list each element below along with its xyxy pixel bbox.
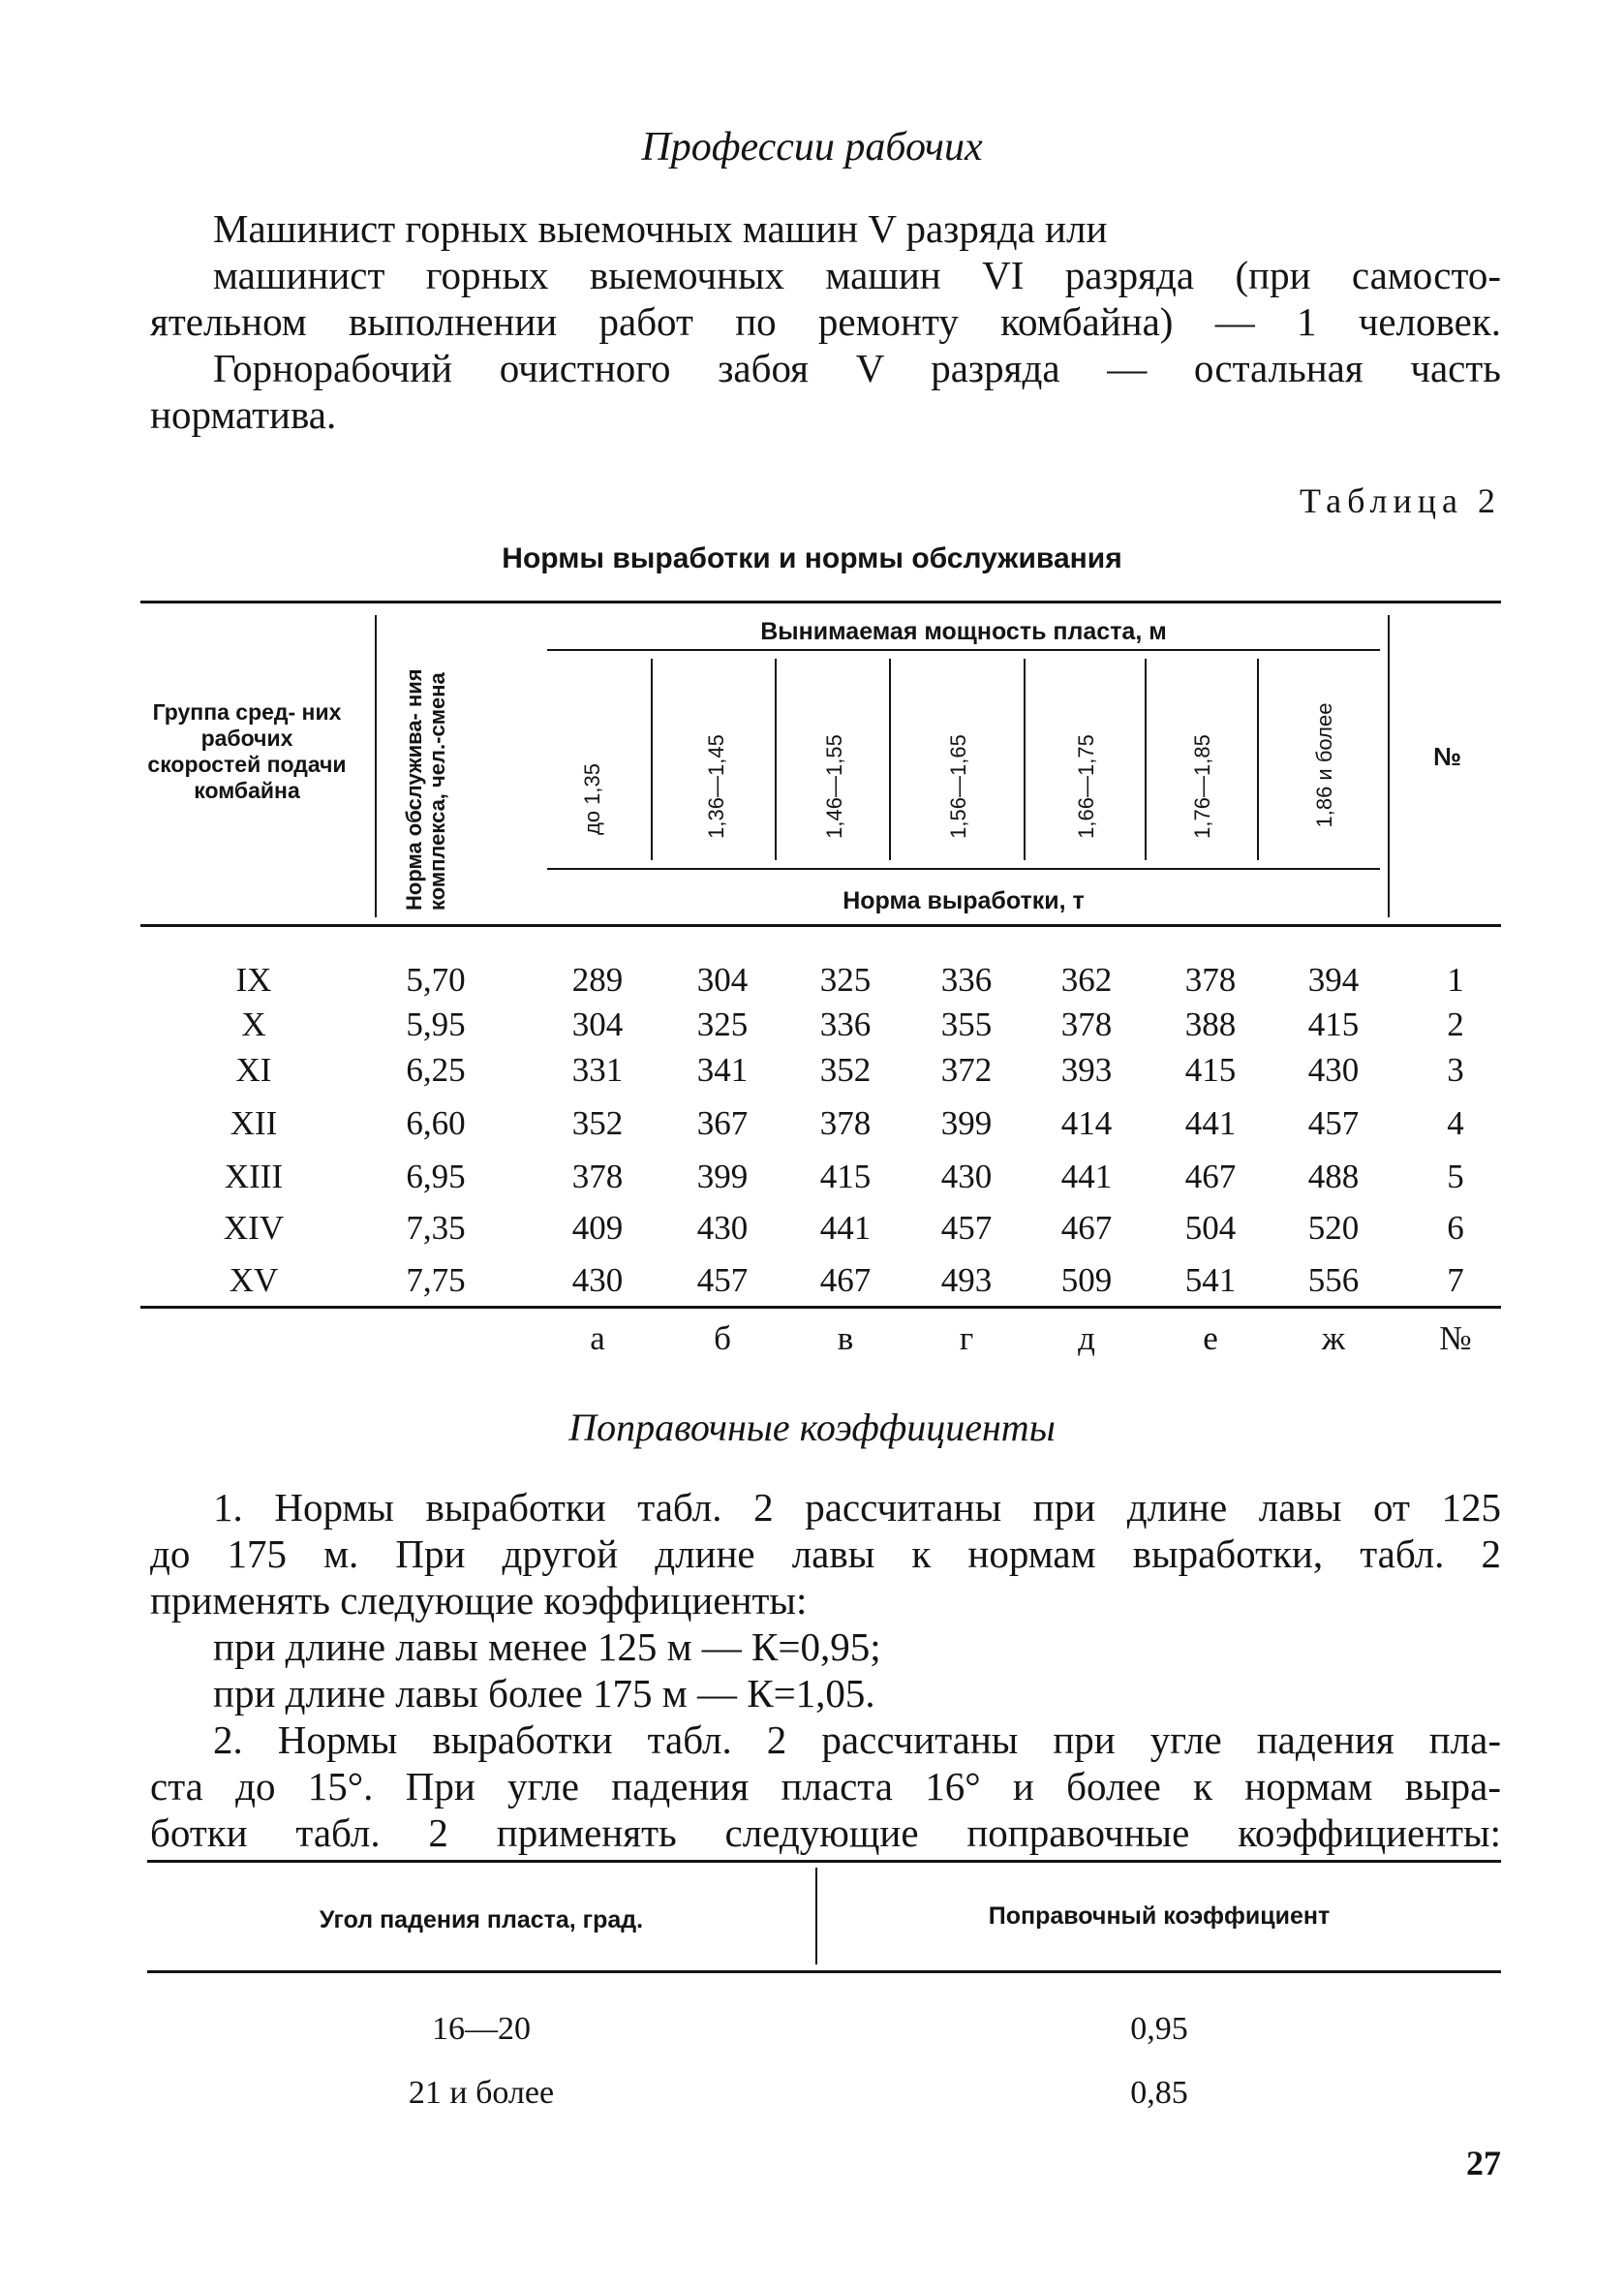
cell-num: 4 <box>1447 1104 1464 1142</box>
table3-angle: 16—20 <box>432 2011 531 2047</box>
cell-norma: 6,95 <box>406 1158 466 1195</box>
cell-norma: 5,95 <box>406 1005 466 1043</box>
cell-value: 415 <box>1184 1051 1237 1089</box>
cell-value: 520 <box>1307 1209 1360 1247</box>
cell-value: 393 <box>1060 1051 1113 1089</box>
cell-group: XI <box>235 1051 272 1089</box>
col-divider <box>1257 659 1259 860</box>
cell-value: 441 <box>819 1209 872 1247</box>
paragraph-line: Горнорабочий очистного забоя V разряда — остальная часть <box>213 346 1501 390</box>
cell-value: 378 <box>819 1104 872 1142</box>
cell-value: 367 <box>696 1104 749 1142</box>
cell-value: 325 <box>819 961 872 999</box>
cell-value: 457 <box>1307 1104 1360 1142</box>
cell-norma: 6,60 <box>406 1104 466 1142</box>
table3-header-rule <box>147 1970 1501 1973</box>
cell-value: 399 <box>696 1158 749 1195</box>
header-norma-service: Норма обслужива- ния комплекса, чел.-смена <box>402 668 449 911</box>
table-bottom-rule <box>140 1306 1501 1309</box>
cell-value: 415 <box>819 1158 872 1195</box>
thickness-col-header: 1,46—1,55 <box>822 734 846 839</box>
cell-value: 352 <box>571 1104 624 1142</box>
thickness-col-header: до 1,35 <box>580 762 604 836</box>
page-number: 27 <box>1466 2144 1501 2182</box>
cell-value: 509 <box>1060 1261 1113 1299</box>
table3-coef: 0,95 <box>1130 2011 1188 2047</box>
section-title-professions: Профессии рабочих <box>641 125 983 170</box>
cell-value: 457 <box>940 1209 993 1247</box>
cell-norma: 7,75 <box>406 1261 466 1299</box>
col-letter: б <box>714 1319 731 1357</box>
table3-angle: 21 и более <box>408 2075 555 2111</box>
header-num: № <box>1433 742 1461 771</box>
header-group-speed: Группа сред- них рабочих скоростей подачи комбайна <box>147 699 347 803</box>
cell-value: 378 <box>571 1158 624 1195</box>
table3-top-rule <box>147 1860 1501 1863</box>
cell-value: 541 <box>1184 1261 1237 1299</box>
cell-value: 467 <box>819 1261 872 1299</box>
cell-value: 467 <box>1184 1158 1237 1195</box>
cell-value: 504 <box>1184 1209 1237 1247</box>
section-title-corrections: Поправочные коэффициенты <box>568 1406 1056 1449</box>
paragraph-line: машинист горных выемочных машин VI разряда (при самосто- <box>213 253 1501 297</box>
cell-value: 493 <box>940 1261 993 1299</box>
thickness-col-header: 1,56—1,65 <box>946 734 970 839</box>
cell-value: 467 <box>1060 1209 1113 1247</box>
cell-group: XII <box>230 1104 278 1142</box>
col-letter: ж <box>1321 1319 1346 1357</box>
cell-value: 341 <box>696 1051 749 1089</box>
cell-value: 378 <box>1184 961 1237 999</box>
table3-header-coef: Поправочный коэффициент <box>988 1902 1331 1930</box>
cell-num: 7 <box>1447 1261 1464 1299</box>
table-header-rule <box>140 924 1501 927</box>
cell-num: 1 <box>1447 961 1464 999</box>
cell-value: 394 <box>1307 961 1360 999</box>
cell-value: 441 <box>1184 1104 1237 1142</box>
cell-value: 304 <box>696 961 749 999</box>
cell-value: 355 <box>940 1005 993 1043</box>
paragraph-line: до 175 м. При другой длине лавы к нормам выработки, табл. 2 <box>150 1531 1501 1576</box>
cell-value: 388 <box>1184 1005 1237 1043</box>
paragraph-line: при длине лавы менее 125 м — К=0,95; <box>213 1624 881 1669</box>
thickness-header-rule <box>547 649 1380 651</box>
cell-value: 378 <box>1060 1005 1113 1043</box>
table-top-rule <box>140 601 1501 603</box>
paragraph-line: применять следующие коэффициенты: <box>150 1578 808 1623</box>
cell-value: 336 <box>819 1005 872 1043</box>
thickness-col-header: 1,66—1,75 <box>1074 734 1098 839</box>
cell-group: XIII <box>224 1158 284 1195</box>
cell-value: 409 <box>571 1209 624 1247</box>
cell-value: 488 <box>1307 1158 1360 1195</box>
cell-value: 457 <box>696 1261 749 1299</box>
output-header-rule <box>547 868 1380 870</box>
thickness-col-header: 1,86 и более <box>1312 702 1336 828</box>
paragraph-line: ятельном выполнении работ по ремонту комбайна) — 1 человек. <box>150 299 1501 344</box>
cell-value: 304 <box>571 1005 624 1043</box>
cell-num: 3 <box>1447 1051 1464 1089</box>
cell-value: 325 <box>696 1005 749 1043</box>
cell-value: 556 <box>1307 1261 1360 1299</box>
thickness-col-header: 1,76—1,85 <box>1190 734 1214 839</box>
cell-value: 372 <box>940 1051 993 1089</box>
col-divider <box>1024 659 1026 860</box>
cell-num: 6 <box>1447 1209 1464 1247</box>
table-title: Нормы выработки и нормы обслуживания <box>502 542 1122 574</box>
col-letter: д <box>1078 1319 1095 1357</box>
col-letter: а <box>590 1319 605 1357</box>
cell-value: 414 <box>1060 1104 1113 1142</box>
paragraph-line: Машинист горных выемочных машин V разряда или <box>213 206 1108 251</box>
cell-value: 336 <box>940 961 993 999</box>
paragraph-line: при длине лавы более 175 м — К=1,05. <box>213 1671 875 1716</box>
cell-value: 441 <box>1060 1158 1113 1195</box>
table-label: Таблица 2 <box>1300 481 1501 520</box>
col-letter: г <box>959 1319 974 1357</box>
cell-group: XIV <box>223 1209 285 1247</box>
col-divider <box>375 615 377 917</box>
col-divider <box>775 659 777 860</box>
cell-value: 331 <box>571 1051 624 1089</box>
paragraph-line: 1. Нормы выработки табл. 2 рассчитаны при длине лавы от 125 <box>213 1485 1501 1530</box>
cell-value: 352 <box>819 1051 872 1089</box>
cell-group: XV <box>229 1261 279 1299</box>
cell-norma: 5,70 <box>406 961 466 999</box>
paragraph-line: ста до 15°. При угле падения пласта 16° и более к нормам выра- <box>150 1764 1501 1809</box>
cell-value: 362 <box>1060 961 1113 999</box>
cell-value: 415 <box>1307 1005 1360 1043</box>
cell-value: 430 <box>571 1261 624 1299</box>
thickness-col-header: 1,36—1,45 <box>704 734 728 839</box>
col-divider <box>1145 659 1147 860</box>
paragraph-line: ботки табл. 2 применять следующие поправочные коэффициенты: <box>150 1810 1501 1855</box>
col-divider <box>889 659 891 860</box>
cell-value: 430 <box>1307 1051 1360 1089</box>
table3-coef: 0,85 <box>1130 2075 1188 2111</box>
col-divider <box>1388 615 1390 917</box>
header-output-norm: Норма выработки, т <box>843 887 1085 914</box>
paragraph-line: норматива. <box>150 392 337 437</box>
col-letter: в <box>837 1319 854 1357</box>
col-divider <box>651 659 653 860</box>
cell-value: 430 <box>696 1209 749 1247</box>
cell-value: 430 <box>940 1158 993 1195</box>
paragraph-line: 2. Нормы выработки табл. 2 рассчитаны при угле падения пла- <box>213 1717 1501 1762</box>
cell-group: IX <box>235 961 272 999</box>
cell-norma: 7,35 <box>406 1209 466 1247</box>
cell-norma: 6,25 <box>406 1051 466 1089</box>
header-thickness: Вынимаемая мощность пласта, м <box>760 618 1167 645</box>
cell-num: 5 <box>1447 1158 1464 1195</box>
col-letter-num: № <box>1439 1319 1472 1357</box>
cell-num: 2 <box>1447 1005 1464 1043</box>
col-letter: е <box>1203 1319 1218 1357</box>
cell-value: 399 <box>940 1104 993 1142</box>
cell-group: X <box>241 1005 266 1043</box>
cell-value: 289 <box>571 961 624 999</box>
table3-header-angle: Угол падения пласта, град. <box>319 1906 644 1933</box>
